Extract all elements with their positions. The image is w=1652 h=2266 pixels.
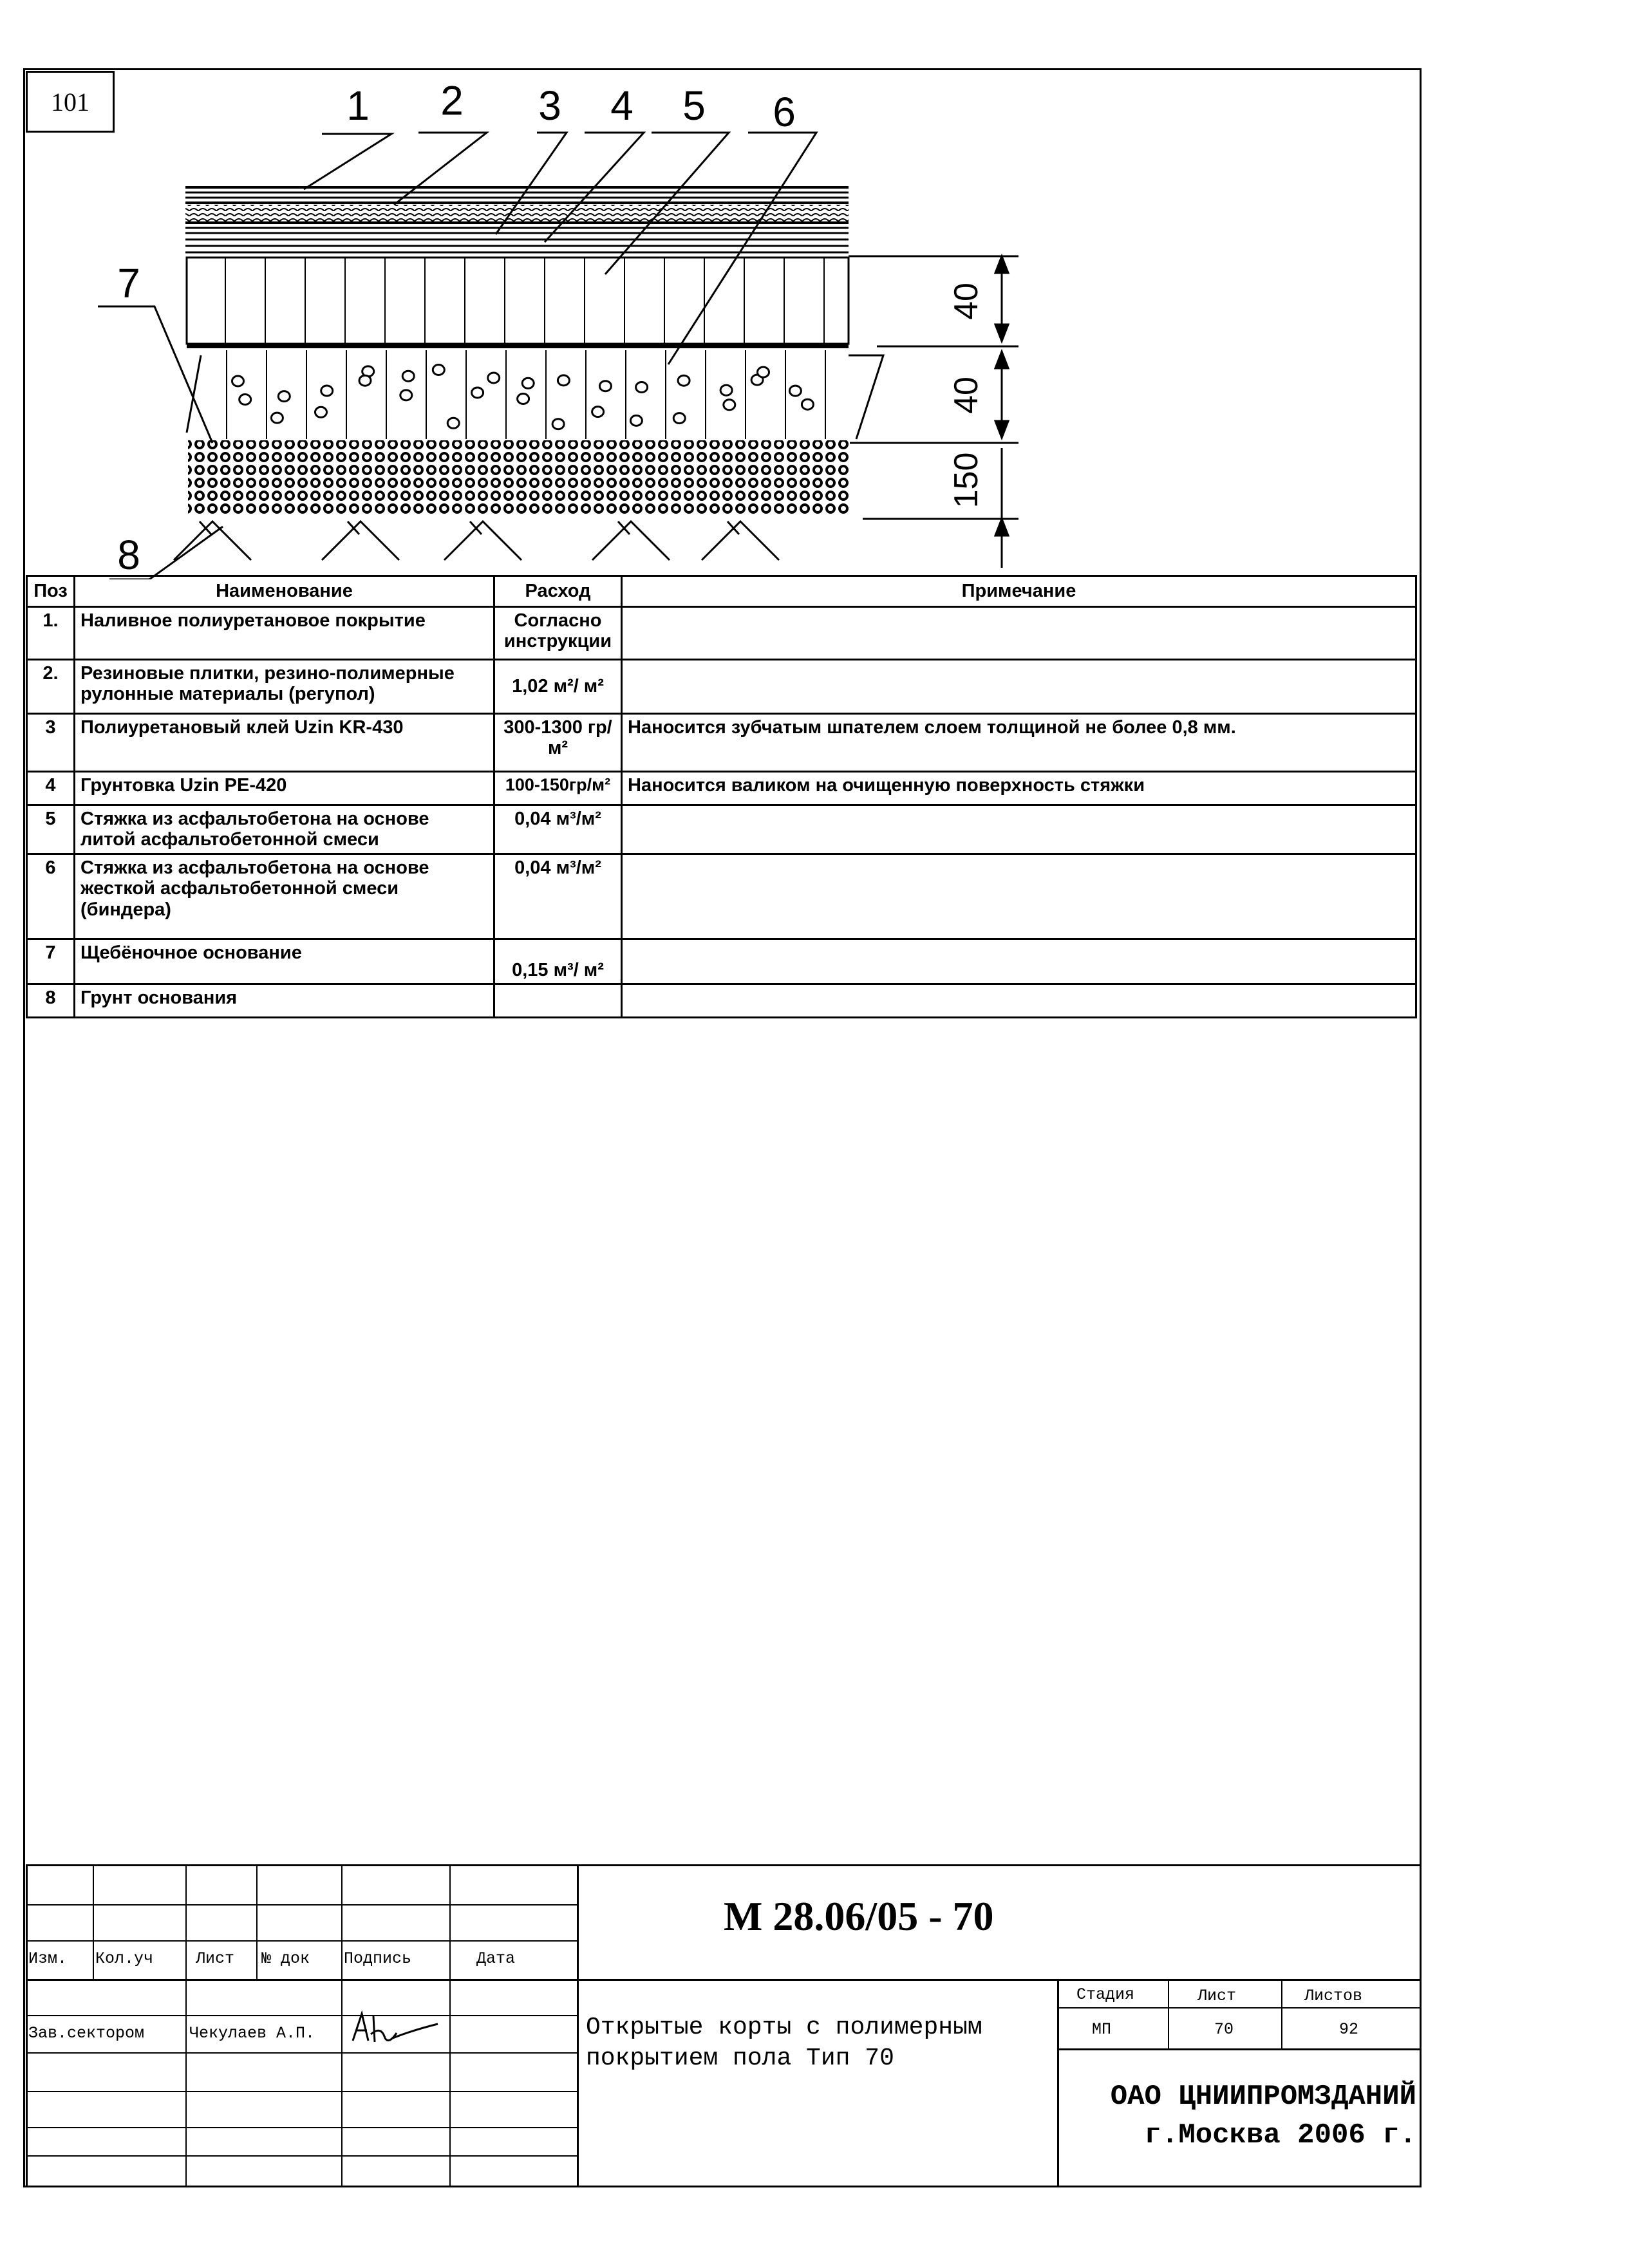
sheets-value: 92: [1339, 2020, 1359, 2039]
row-name: Грунтовка Uzin PE-420: [75, 772, 494, 805]
aggregate-dot: [518, 394, 529, 404]
stage-label: Стадия: [1076, 1985, 1135, 2004]
row-pos: 8: [27, 984, 75, 1018]
row-name: Стяжка из асфальтобетона на основе жесткой асфальтобетонной смеси (биндера): [75, 854, 494, 939]
header-note: Примечание: [622, 576, 1416, 607]
row-pos: 6: [27, 854, 75, 939]
aggregate-dot: [678, 375, 690, 386]
aggregate-dot: [239, 395, 251, 405]
aggregate-dot: [447, 418, 459, 428]
row-note: [622, 805, 1416, 854]
table-row: [27, 607, 1416, 660]
aggregate-dot: [636, 382, 648, 393]
aggregate-dot: [271, 413, 283, 423]
specification-table: [26, 575, 1417, 1018]
ground-hatch-mark: [322, 521, 399, 560]
aggregate-dot: [359, 375, 371, 386]
table-row: [27, 939, 1416, 984]
aggregate-dot: [758, 367, 769, 377]
row-rate: 300-1300 гр/м²: [494, 714, 622, 772]
aggregate-dot: [232, 376, 244, 386]
layer-8-ground-hatch: [174, 521, 779, 560]
row-name: Наливное полиуретановое покрытие: [75, 607, 494, 660]
page-number: 101: [26, 71, 115, 133]
aggregate-dot: [789, 386, 801, 396]
table-row: [27, 660, 1416, 714]
ground-hatch-mark: [702, 521, 779, 560]
callout-label: 6: [773, 89, 796, 135]
row-note: [622, 854, 1416, 939]
dimension-label: 40: [948, 377, 985, 414]
row-pos: 7: [27, 939, 75, 984]
aggregate-dot: [472, 388, 483, 398]
row-rate: 1,02 м²/ м²: [494, 660, 622, 714]
row-pos: 4: [27, 772, 75, 805]
row-note: Наносится валиком на очищенную поверхность стяжки: [622, 772, 1416, 805]
aggregate-dot: [400, 390, 412, 400]
row-note: [622, 607, 1416, 660]
row-note: [622, 660, 1416, 714]
role: Зав.сектором: [28, 2024, 145, 2043]
aggregate-dot: [433, 365, 444, 375]
col-izm: Изм.: [28, 1949, 68, 1968]
col-doc: № док: [261, 1949, 310, 1968]
col-signature: Подпись: [344, 1949, 412, 1968]
callout-label: 8: [117, 532, 140, 578]
signature-mark: [348, 2007, 444, 2050]
stage-value: МП: [1092, 2020, 1112, 2039]
document-number: М 28.06/05 - 70: [724, 1893, 994, 1939]
row-rate: 0,04 м³/м²: [494, 805, 622, 854]
row-name: Щебёночное основание: [75, 939, 494, 984]
col-date: Дата: [476, 1949, 516, 1968]
table-row: [27, 772, 1416, 805]
row-name: Стяжка из асфальтобетона на основе литой асфальтобетонной смеси: [75, 805, 494, 854]
table-row: [27, 714, 1416, 772]
aggregate-dot: [630, 415, 642, 426]
layer-7-crushed-stone: [188, 440, 850, 516]
callout-label: 1: [346, 82, 370, 129]
col-kol-uch: Кол.уч: [95, 1949, 154, 1968]
sheet-description: Открытые корты с полимерным покрытием пола Тип 70: [586, 2014, 982, 2072]
header-name: Наименование: [75, 576, 494, 607]
row-name: Грунт основания: [75, 984, 494, 1018]
callout-label: 2: [440, 77, 464, 124]
aggregate-dot: [402, 371, 414, 381]
aggregate-dot: [315, 407, 327, 417]
aggregate-dot: [724, 400, 735, 410]
row-note: Наносится зубчатым шпателем слоем толщиной не более 0,8 мм.: [622, 714, 1416, 772]
organization: ОАО ЦНИИПРОМЗДАНИЙ: [1110, 2081, 1416, 2113]
callout-label: 5: [682, 82, 706, 129]
ground-hatch-mark: [592, 521, 670, 560]
row-name: Резиновые плитки, резино-полимерные рулонные материалы (регупол): [75, 660, 494, 714]
aggregate-dot: [802, 399, 813, 409]
ground-hatch-mark: [444, 521, 521, 560]
row-rate: Согласно инструкции: [494, 607, 622, 660]
sheet-value: 70: [1214, 2020, 1234, 2039]
aggregate-dot: [552, 419, 564, 429]
callout-label: 3: [538, 82, 561, 129]
table-row: [27, 805, 1416, 854]
row-name: Полиуретановый клей Uzin KR-430: [75, 714, 494, 772]
row-rate: [494, 984, 622, 1018]
top-layers: [185, 187, 849, 252]
callout-label: 7: [117, 260, 140, 306]
dimension-chain: [849, 256, 1018, 568]
aggregate-dot: [278, 391, 290, 402]
row-pos: 5: [27, 805, 75, 854]
aggregate-dot: [488, 373, 500, 383]
aggregate-dot: [321, 386, 333, 396]
floor-section-drawing: [0, 0, 1652, 579]
row-rate: 100-150гр/м²: [494, 772, 622, 805]
layer-6-binder-asphalt: [187, 346, 883, 439]
row-rate: 0,15 м³/ м²: [494, 939, 622, 984]
row-note: [622, 939, 1416, 984]
aggregate-dot: [720, 385, 732, 395]
city-year: г.Москва 2006 г.: [1144, 2119, 1416, 2151]
row-pos: 2.: [27, 660, 75, 714]
row-pos: 3: [27, 714, 75, 772]
aggregate-dot: [592, 407, 604, 417]
dimension-label: 150: [948, 452, 985, 509]
sheets-label: Листов: [1304, 1987, 1363, 2005]
header-rate: Расход: [494, 576, 622, 607]
table-row: [27, 854, 1416, 939]
header-pos: Поз: [27, 576, 75, 607]
row-note: [622, 984, 1416, 1018]
row-rate: 0,04 м³/м²: [494, 854, 622, 939]
dimension-label: 40: [948, 283, 985, 320]
layer-5-cast-asphalt: [187, 258, 849, 344]
col-list: Лист: [196, 1949, 235, 1968]
title-block: [26, 1864, 1422, 2187]
aggregate-dot: [599, 381, 611, 391]
table-row: [27, 984, 1416, 1018]
person: Чекулаев А.П.: [189, 2024, 315, 2043]
row-pos: 1.: [27, 607, 75, 660]
callout-label: 4: [610, 82, 634, 129]
aggregate-dot: [673, 413, 685, 424]
aggregate-dot: [558, 375, 569, 386]
table-header-row: [27, 576, 1416, 607]
sheet-label: Лист: [1197, 1987, 1237, 2005]
aggregate-dot: [522, 378, 534, 388]
